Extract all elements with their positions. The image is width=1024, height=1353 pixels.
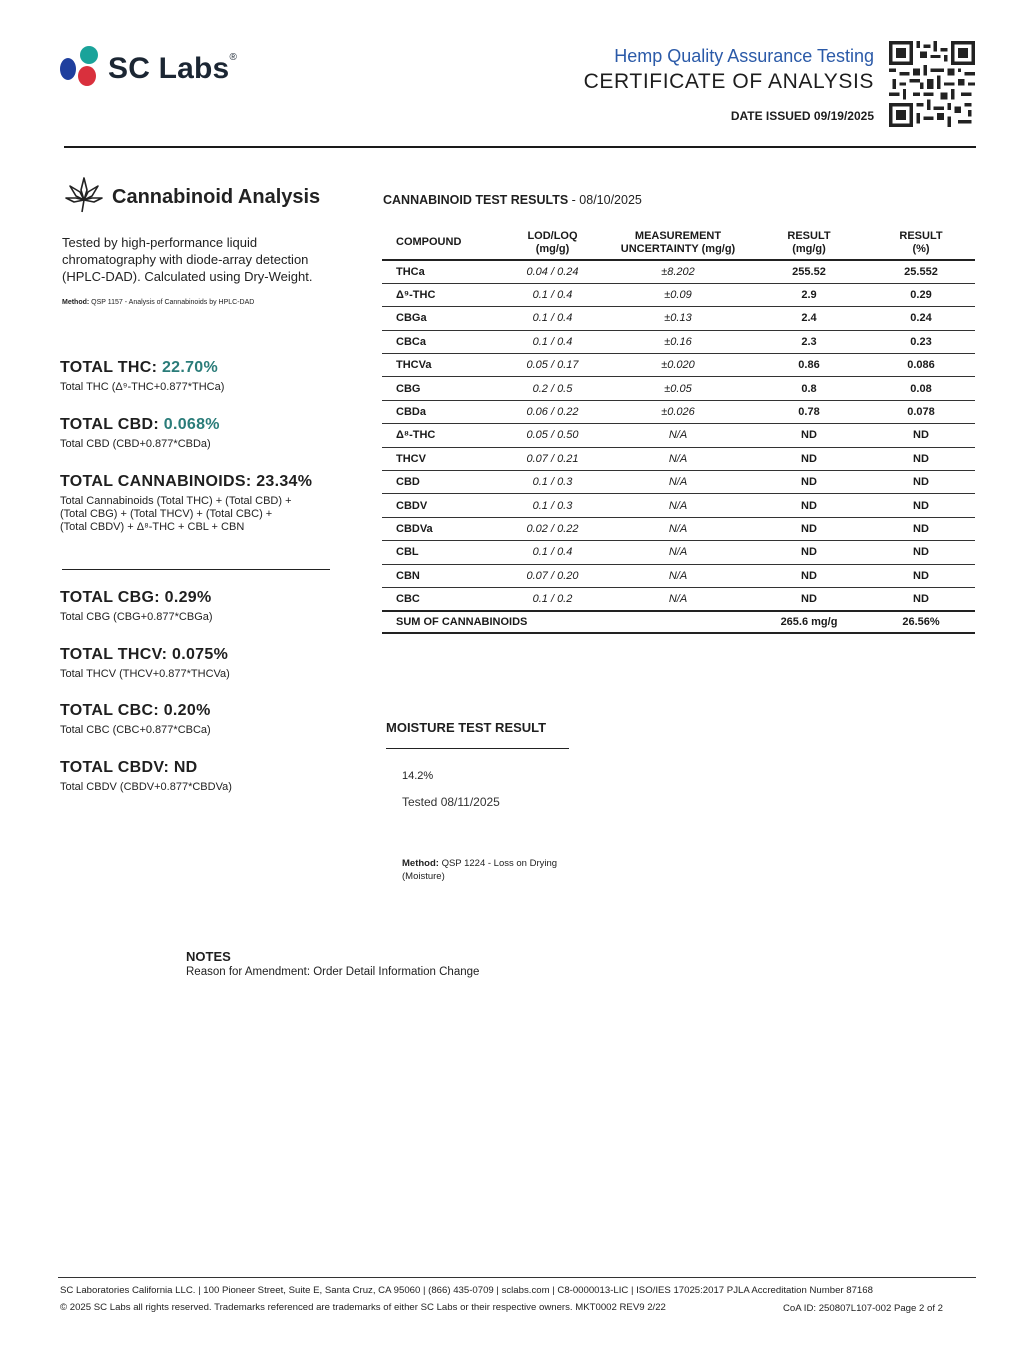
uncertainty-cell: ±0.16 (605, 330, 751, 353)
table-row (382, 354, 975, 377)
compound-cell: CBD (382, 471, 500, 494)
footer-divider (58, 1277, 976, 1278)
result-pct-cell: ND (867, 494, 975, 517)
col-result-mg: RESULT (mg/g) (751, 226, 867, 260)
moisture-value: 14.2% (402, 770, 434, 782)
result-pct-cell: 25.552 (867, 260, 975, 283)
result-pct-cell: 0.078 (867, 400, 975, 423)
lod-loq-cell: 0.1 / 0.4 (500, 541, 605, 564)
result-pct-cell: 0.24 (867, 307, 975, 330)
table-row (382, 330, 975, 353)
analysis-description: Tested by high-performance liquid chromatography with diode-array detection (HPLC-DAD). Calculated using Dry-Weight. (62, 235, 313, 284)
result-pct-cell: ND (867, 517, 975, 540)
result-mg-cell: 0.78 (751, 400, 867, 423)
uncertainty-cell: ±0.09 (605, 283, 751, 306)
table-row (382, 260, 975, 283)
left-divider (62, 569, 330, 570)
result-mg-cell: 2.4 (751, 307, 867, 330)
table-row (382, 424, 975, 447)
table-row (382, 587, 975, 610)
result-mg-cell: ND (751, 564, 867, 587)
result-pct-cell: ND (867, 587, 975, 610)
footer-coa-id: CoA ID: 250807L107-002 Page 2 of 2 (783, 1303, 944, 1314)
uncertainty-cell: ±0.13 (605, 307, 751, 330)
table-row (382, 494, 975, 517)
cannabinoid-results-table (382, 226, 975, 634)
document-title: CERTIFICATE OF ANALYSIS (583, 70, 874, 93)
total-thc-value: 22.70% (161, 359, 219, 376)
total-cbg: TOTAL CBG: 0.29% Total CBG (CBG+0.877*CBGa) (60, 589, 213, 623)
uncertainty-cell: N/A (605, 587, 751, 610)
col-lod-loq: LOD/LOQ (mg/g) (500, 226, 605, 260)
lod-loq-cell: 0.07 / 0.21 (500, 447, 605, 470)
lod-loq-cell: 0.1 / 0.4 (500, 330, 605, 353)
analysis-method: Method: QSP 1157 - Analysis of Cannabinoids by HPLC-DAD (62, 299, 255, 306)
result-pct-cell: ND (867, 471, 975, 494)
sum-pct: 26.56% (867, 611, 975, 633)
compound-cell: THCa (382, 260, 500, 283)
result-mg-cell: ND (751, 517, 867, 540)
col-result-pct: RESULT (%) (867, 226, 975, 260)
lod-loq-cell: 0.1 / 0.3 (500, 494, 605, 517)
total-cbd-formula: Total CBD (CBD+0.877*CBDa) (60, 438, 211, 450)
logo-dots-icon (58, 44, 104, 90)
uncertainty-cell: N/A (605, 447, 751, 470)
table-row (382, 541, 975, 564)
uncertainty-cell: ±8.202 (605, 260, 751, 283)
table-row (382, 447, 975, 470)
table-row (382, 307, 975, 330)
cannabis-leaf-icon (62, 172, 106, 216)
compound-cell: THCVa (382, 354, 500, 377)
table-header-row (382, 226, 975, 260)
date-issued: DATE ISSUED 09/19/2025 (730, 109, 874, 123)
lod-loq-cell: 0.06 / 0.22 (500, 400, 605, 423)
result-mg-cell: ND (751, 424, 867, 447)
uncertainty-cell: ±0.05 (605, 377, 751, 400)
moisture-title: MOISTURE TEST RESULT (386, 720, 547, 735)
compound-cell: CBDV (382, 494, 500, 517)
result-mg-cell: 0.8 (751, 377, 867, 400)
table-row (382, 283, 975, 306)
lod-loq-cell: 0.1 / 0.4 (500, 283, 605, 306)
total-thcv: TOTAL THCV: 0.075% Total THCV (THCV+0.877*THCVa) (60, 646, 230, 680)
result-pct-cell: 0.08 (867, 377, 975, 400)
uncertainty-cell: N/A (605, 517, 751, 540)
lod-loq-cell: 0.02 / 0.22 (500, 517, 605, 540)
footer-address: SC Laboratories California LLC. | 100 Pioneer Street, Suite E, Santa Cruz, CA 95060 | (866) 435-0709 | sclabs.com | C8-0000013-LIC | ISO/IES 17025:2017 PJLA Accreditation Number 87168 (60, 1285, 873, 1296)
uncertainty-cell: N/A (605, 494, 751, 517)
lod-loq-cell: 0.04 / 0.24 (500, 260, 605, 283)
brand-name: SC Labs® (108, 52, 238, 85)
compound-cell: CBDa (382, 400, 500, 423)
moisture-divider (386, 748, 569, 749)
total-cannabinoids-formula: Total Cannabinoids (Total THC) + (Total CBD) + (Total CBG) + (Total THCV) + (Total CBC) + (Total CBDV) + Δ⁸-THC + CBL + CBN (60, 495, 292, 533)
compound-cell: CBN (382, 564, 500, 587)
lod-loq-cell: 0.05 / 0.50 (500, 424, 605, 447)
uncertainty-cell: N/A (605, 564, 751, 587)
sum-mg: 265.6 mg/g (751, 611, 867, 633)
compound-cell: CBDVa (382, 517, 500, 540)
uncertainty-cell: N/A (605, 541, 751, 564)
result-pct-cell: ND (867, 424, 975, 447)
header-divider (64, 146, 976, 148)
result-pct-cell: ND (867, 541, 975, 564)
uncertainty-cell: N/A (605, 424, 751, 447)
sc-labs-logo (58, 44, 258, 94)
result-mg-cell: ND (751, 471, 867, 494)
total-cbdv: TOTAL CBDV: ND Total CBDV (CBDV+0.877*CBDVa) (60, 759, 232, 793)
qr-code-icon[interactable] (889, 40, 975, 128)
notes-text: Reason for Amendment: Order Detail Information Change (186, 966, 480, 978)
result-mg-cell: 0.86 (751, 354, 867, 377)
table-row (382, 471, 975, 494)
header-subtitle: Hemp Quality Assurance Testing (614, 46, 874, 66)
result-pct-cell: ND (867, 447, 975, 470)
compound-cell: CBGa (382, 307, 500, 330)
compound-cell: THCV (382, 447, 500, 470)
result-pct-cell: 0.086 (867, 354, 975, 377)
result-pct-cell: 0.23 (867, 330, 975, 353)
table-row (382, 400, 975, 423)
result-pct-cell: 0.29 (867, 283, 975, 306)
total-cannabinoids: TOTAL CANNABINOIDS: 23.34% Total Cannabinoids (Total THC) + (Total CBD) + (Total CBG) + (Total THCV) + (Total CBC) + (Total CBDV) + Δ⁸-THC + CBL + CBN (60, 473, 313, 533)
compound-cell: Δ⁹-THC (382, 283, 500, 306)
table-row (382, 517, 975, 540)
result-mg-cell: 2.9 (751, 283, 867, 306)
footer-copyright: © 2025 SC Labs all rights reserved. Trademarks referenced are trademarks of either SC Labs or their respective owners. MKT0002 REV9 2/22 (60, 1302, 666, 1313)
result-pct-cell: ND (867, 564, 975, 587)
lod-loq-cell: 0.2 / 0.5 (500, 377, 605, 400)
result-mg-cell: 255.52 (751, 260, 867, 283)
compound-cell: CBCa (382, 330, 500, 353)
moisture-tested-date: Tested 08/11/2025 (402, 795, 500, 809)
total-cbd: TOTAL CBD: 0.068% Total CBD (CBD+0.877*CBDa) (60, 416, 220, 450)
total-thc-formula: Total THC (Δ⁹-THC+0.877*THCa) (60, 381, 225, 393)
lod-loq-cell: 0.1 / 0.2 (500, 587, 605, 610)
lod-loq-cell: 0.05 / 0.17 (500, 354, 605, 377)
uncertainty-cell: ±0.026 (605, 400, 751, 423)
result-mg-cell: ND (751, 447, 867, 470)
compound-cell: CBC (382, 587, 500, 610)
total-cbd-value: 0.068% (163, 416, 220, 433)
sum-row (382, 611, 975, 633)
total-cbc: TOTAL CBC: 0.20% Total CBC (CBC+0.877*CBCa) (60, 702, 211, 736)
compound-cell: CBL (382, 541, 500, 564)
lod-loq-cell: 0.07 / 0.20 (500, 564, 605, 587)
moisture-method: Method: QSP 1224 - Loss on Drying (Moisture) (402, 858, 558, 882)
uncertainty-cell: N/A (605, 471, 751, 494)
cannabinoid-analysis-title: Cannabinoid Analysis (112, 186, 321, 208)
total-thc: TOTAL THC: 22.70% Total THC (Δ⁹-THC+0.877*THCa) (60, 359, 225, 393)
table-row (382, 564, 975, 587)
result-mg-cell: 2.3 (751, 330, 867, 353)
compound-cell: CBG (382, 377, 500, 400)
uncertainty-cell: ±0.020 (605, 354, 751, 377)
table-row (382, 377, 975, 400)
sum-label: SUM OF CANNABINOIDS (382, 611, 751, 633)
col-compound: COMPOUND (382, 226, 500, 260)
result-mg-cell: ND (751, 541, 867, 564)
compound-cell: Δ⁸-THC (382, 424, 500, 447)
result-mg-cell: ND (751, 587, 867, 610)
results-title: CANNABINOID TEST RESULTS - 08/10/2025 (383, 193, 642, 207)
notes-title: NOTES (186, 949, 231, 964)
lod-loq-cell: 0.1 / 0.3 (500, 471, 605, 494)
lod-loq-cell: 0.1 / 0.4 (500, 307, 605, 330)
result-mg-cell: ND (751, 494, 867, 517)
col-uncertainty: MEASUREMENT UNCERTAINTY (mg/g) (605, 226, 751, 260)
